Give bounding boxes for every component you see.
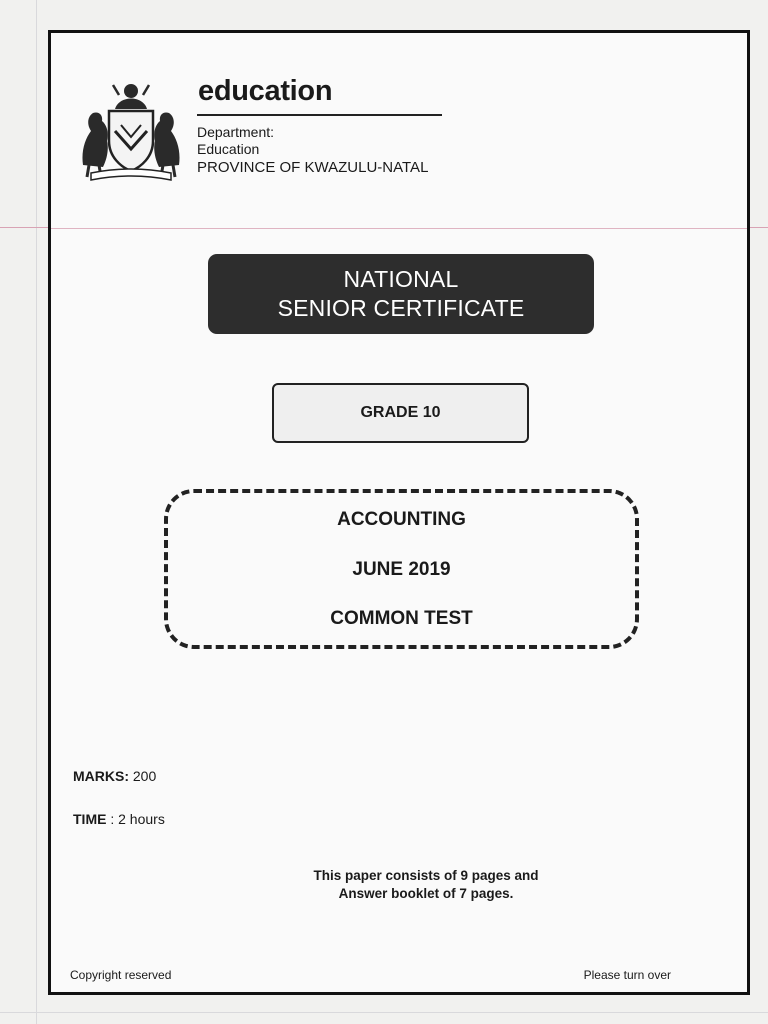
exam-subject: ACCOUNTING: [337, 509, 466, 530]
certificate-line-1: NATIONAL: [343, 266, 459, 292]
marks-label: MARKS:: [73, 768, 129, 784]
marks-line: [73, 768, 156, 784]
brand-underline: [197, 114, 442, 116]
province-name: PROVINCE OF KWAZULU-NATAL: [197, 159, 429, 176]
department-label: Department:: [197, 124, 275, 140]
exam-title-box: [164, 489, 639, 649]
copyright-footer: Copyright reserved: [70, 968, 172, 982]
certificate-banner: [208, 254, 594, 334]
ruled-line-through-page: [51, 228, 747, 229]
background-bottom-line: [0, 1012, 768, 1013]
exam-type: COMMON TEST: [330, 608, 473, 629]
turn-over-footer: Please turn over: [583, 968, 671, 982]
exam-cover-page: [48, 30, 750, 995]
note-line-2: Answer booklet of 7 pages.: [338, 886, 514, 901]
time-value: : 2 hours: [110, 811, 165, 827]
time-label: TIME: [73, 811, 107, 827]
time-line: [73, 811, 165, 827]
background-margin-line: [36, 0, 37, 1024]
marks-value: 200: [132, 768, 157, 784]
exam-session: JUNE 2019: [352, 558, 451, 580]
grade-box: [272, 383, 529, 443]
kzn-coat-of-arms-icon: [77, 81, 185, 181]
certificate-line-2: SENIOR CERTIFICATE: [277, 295, 525, 321]
note-line-1: This paper consists of 9 pages and: [313, 868, 539, 883]
brand-title: education: [198, 75, 333, 107]
page-count-note: [201, 867, 651, 903]
grade-label: GRADE 10: [360, 404, 441, 421]
department-name: Education: [197, 141, 260, 157]
